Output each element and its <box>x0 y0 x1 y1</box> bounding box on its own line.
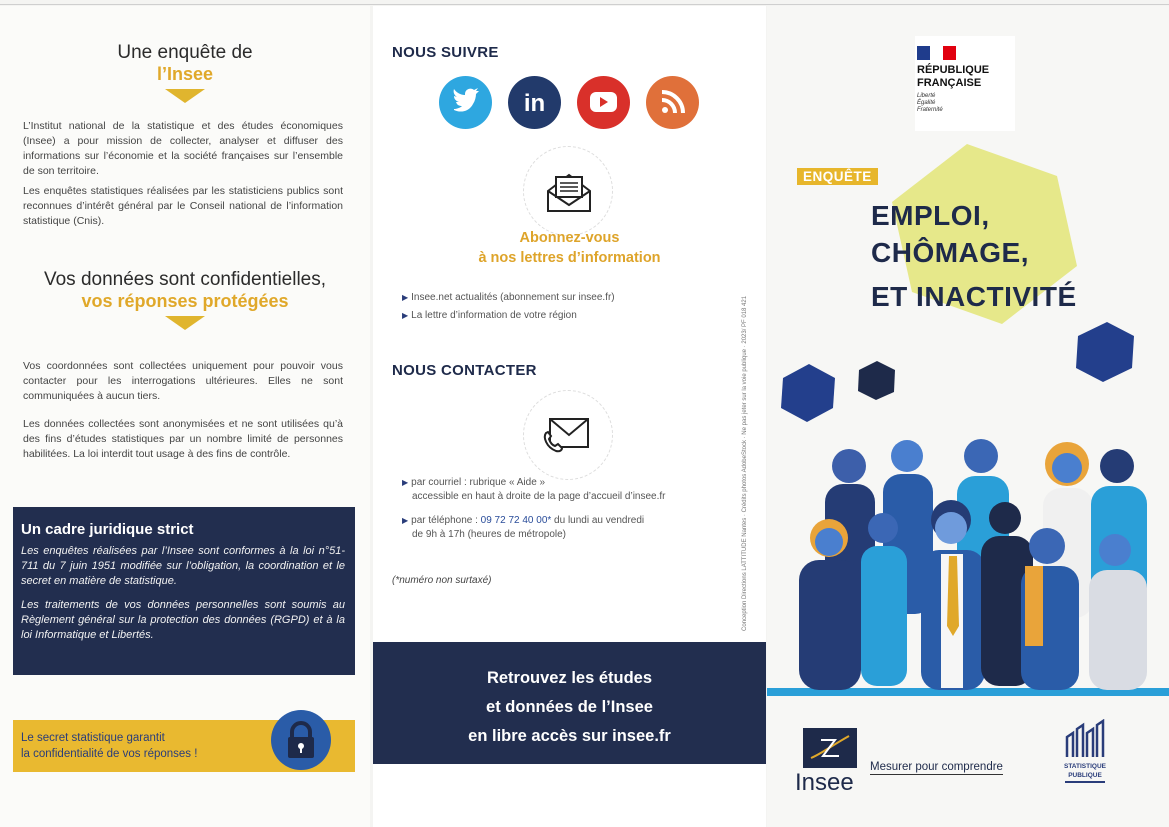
heading-enquete <box>0 42 370 103</box>
phone-note: (*numéro non surtaxé) <box>392 575 492 586</box>
contact-phone-suffix: du lundi au vendredi <box>551 515 645 526</box>
lock-icon <box>271 710 331 770</box>
newsletter-icon <box>523 146 613 236</box>
heading-confidential-line2: vos réponses protégées <box>81 291 289 311</box>
republique-francaise-logo <box>915 36 1015 131</box>
arrow-icon: ▶ <box>402 293 409 302</box>
arrow-icon: ▶ <box>402 478 409 487</box>
intro-paragraph: L’Institut national de la statistique et des études économiques (Insee) a pour mission de collecter, analyser et diffuser des informations sur l’économie et la société françaises sur l’ensemble de son territoire. <box>23 120 343 177</box>
arrow-icon: ▶ <box>402 311 409 320</box>
cnis-paragraph: Les enquêtes statistiques réalisées par les statisticiens publics sont reconnues d’intérêt général par le Conseil national de l’information statistique (Cnis). <box>23 185 343 227</box>
newsletter-item-region[interactable] <box>402 309 577 323</box>
panel-middle <box>373 6 766 827</box>
people-illustration <box>767 426 1169 696</box>
legal-paragraph-2: Les traitements de vos données personnelles sont soumis au Règlement général sur la protection des données (RGPD) et à la loi Informatique et Libertés. <box>21 599 345 641</box>
cover-title-line1: EMPLOI, <box>871 200 990 231</box>
survey-tag: ENQUÊTE <box>797 168 878 185</box>
heading-confidential <box>0 269 370 330</box>
statistique-publique-logo-icon <box>1063 719 1107 759</box>
legal-paragraph-1: Les enquêtes réalisées par l’Insee sont conformes à la loi n°51-711 du 7 juin 1951 modifiée sur l’obligation, la coordination et le secret en matière de statistique. <box>21 545 345 587</box>
linkedin-icon[interactable] <box>508 76 561 129</box>
cta-line1: Retrouvez les études <box>486 669 653 687</box>
heading-enquete-line1: Une enquête de <box>117 42 253 63</box>
cta-line2: et données de l’Insee <box>486 698 653 716</box>
rf-motto1: Liberté <box>917 93 936 99</box>
insee-slogan: Mesurer pour comprendre <box>870 761 1003 773</box>
contact-phone-line2: de 9h à 17h (heures de métropole) <box>412 529 566 540</box>
newsletter-item-insee-net[interactable] <box>402 291 615 305</box>
rss-icon[interactable] <box>646 76 699 129</box>
contact-title: NOUS CONTACTER <box>392 362 537 379</box>
legal-box <box>13 507 355 675</box>
rf-line2: FRANÇAISE <box>917 77 982 89</box>
twitter-icon[interactable] <box>439 76 492 129</box>
sp-line2: PUBLIQUE <box>1068 772 1102 779</box>
cta-box[interactable] <box>373 642 766 764</box>
contact-mail-line1: par courriel : rubrique « Aide » <box>411 477 546 488</box>
newsletter-heading <box>373 228 766 268</box>
print-credits-text: Conception Directions LATTITUDE Nantes · Crédits photos AdobeStock · Ne pas jeter sur la voie publique · 2023/ PF 018 421 <box>742 295 748 631</box>
follow-title: NOUS SUIVRE <box>392 44 499 61</box>
phone-number-link[interactable]: 09 72 72 40 00* <box>480 515 552 526</box>
anonymised-paragraph: Les données collectées sont anonymisées et ne sont utilisées qu’à des fins d’études statistiques par un nombre limité de personnes habilitées. La loi interdit tout usage à des fins de contrôle. <box>23 418 343 460</box>
triangle-marker <box>165 89 205 103</box>
sp-line1: STATISTIQUE <box>1063 763 1106 770</box>
mail-phone-icon <box>523 390 613 480</box>
contact-data-paragraph: Vos coordonnées sont collectées uniquement pour pouvoir vous contacter pour les interrogations ultérieures. Elles ne sont communiquées à aucun tiers. <box>23 360 343 402</box>
contact-phone-prefix: par téléphone : <box>411 515 481 526</box>
print-credits <box>733 176 753 636</box>
arrow-icon: ▶ <box>402 516 409 525</box>
heading-enquete-line2: l’Insee <box>156 64 214 84</box>
heading-confidential-line1: Vos données sont confidentielles, <box>43 269 327 290</box>
rf-motto2: Égalité <box>917 100 936 106</box>
newsletter-item-label: Insee.net actualités (abonnement sur insee.fr) <box>411 292 615 303</box>
cta-line3: en libre accès sur insee.fr <box>468 727 671 745</box>
contact-mail-line2: accessible en haut à droite de la page d’accueil d’insee.fr <box>412 491 666 502</box>
legal-title: Un cadre juridique strict <box>21 521 194 538</box>
newsletter-item-label: La lettre d’information de votre région <box>411 310 577 321</box>
marianne-flag-icon <box>917 46 957 60</box>
newsletter-heading-line1: Abonnez-vous <box>519 230 620 246</box>
secret-line-1: Le secret statistique garantit <box>21 732 165 744</box>
panel-cover <box>767 6 1169 827</box>
rf-line1: RÉPUBLIQUE <box>917 64 990 76</box>
cover-title-line2: CHÔMAGE, <box>871 237 1029 268</box>
triangle-marker <box>165 316 205 330</box>
top-border <box>0 4 1169 5</box>
newsletter-heading-line2: à nos lettres d’information <box>478 250 661 266</box>
cover-title-line3: ET INACTIVITÉ <box>871 281 1077 312</box>
insee-logo-icon <box>801 726 859 770</box>
youtube-icon[interactable] <box>577 76 630 129</box>
contact-mail <box>402 476 666 504</box>
secret-line-2: la confidentialité de vos réponses ! <box>21 748 198 760</box>
sp-underline <box>1065 781 1105 783</box>
contact-phone <box>402 514 644 542</box>
rf-motto3: Fraternité <box>917 107 943 113</box>
panel-left <box>0 6 370 827</box>
svg-text:in: in <box>523 90 546 117</box>
insee-wordmark: Insee <box>795 769 854 796</box>
